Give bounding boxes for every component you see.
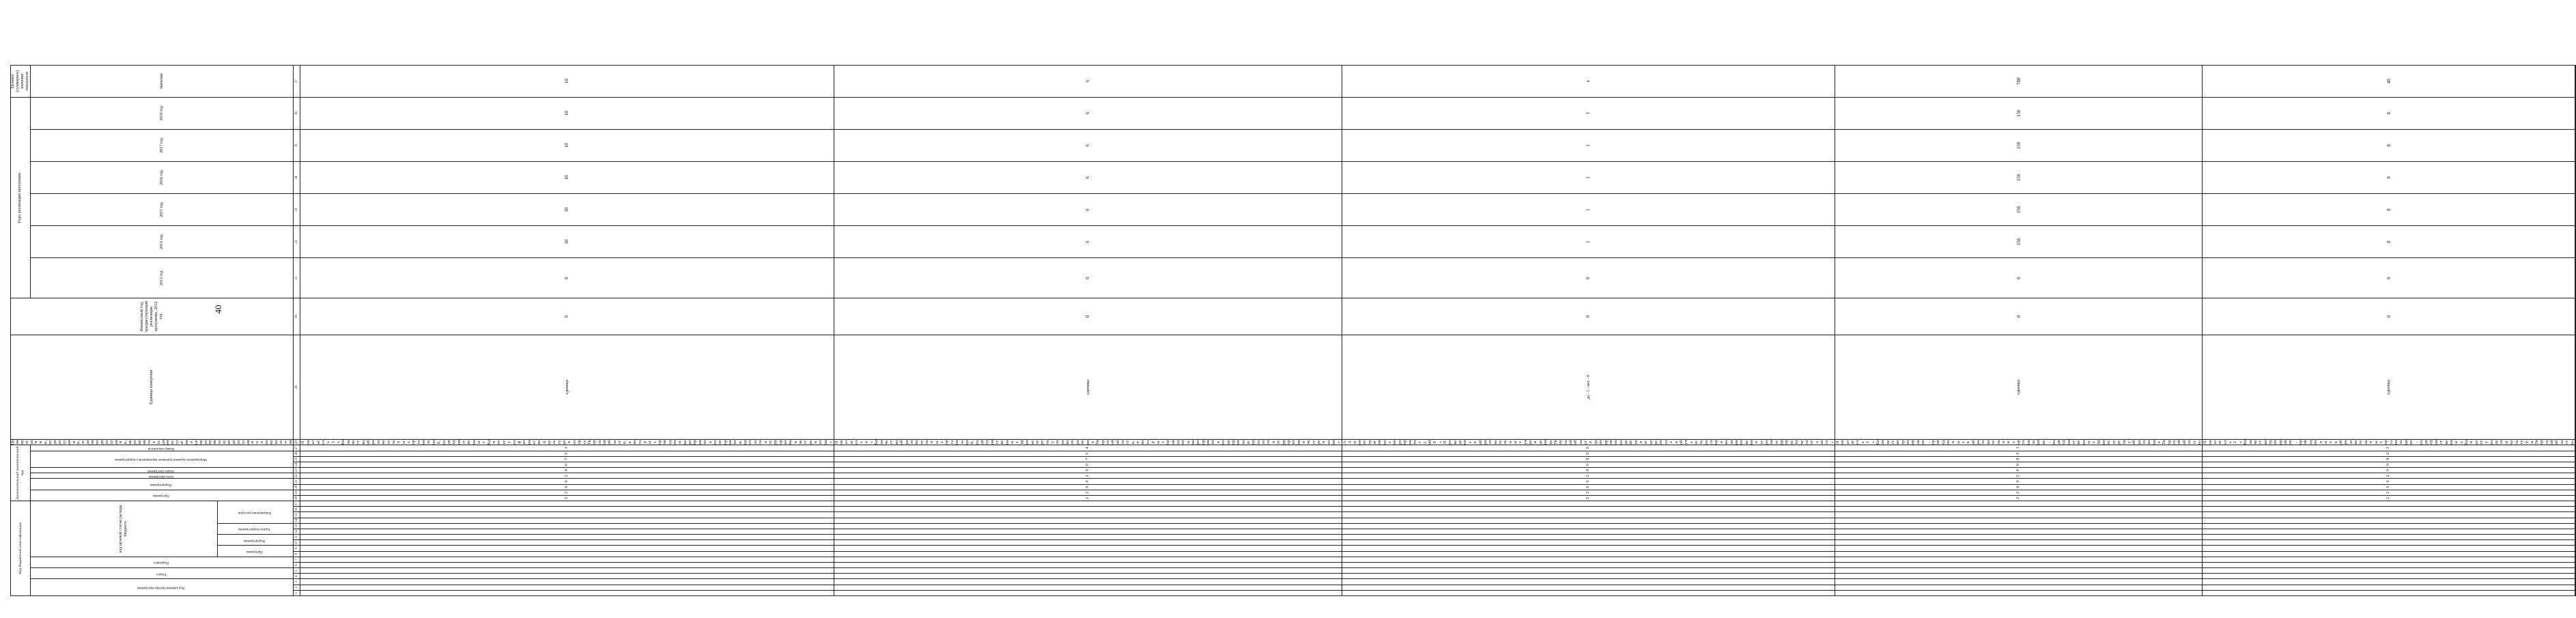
header-year-2016: 2016 год xyxy=(30,161,294,193)
code-digit: 7 xyxy=(300,456,834,462)
header-an-cel: Цель программы xyxy=(30,473,294,479)
year-value: 6 xyxy=(834,226,1342,258)
code-digit: 8 xyxy=(1342,456,1835,462)
year-value: 1 xyxy=(1342,226,1835,258)
header-indicator-name: Цели программы, подпрограммы, задачи подпрограммы, мероприятия (административные мероприятия) подпрограммы и их показатели xyxy=(11,440,293,445)
year-value: 0 xyxy=(1342,258,1835,298)
code-digit: 0 xyxy=(834,462,1342,467)
year-value: 6 xyxy=(834,97,1342,129)
indicator-name: Показатель 1 «Количество тренировок, проведенных в образовательных организациях, подведомственных Министерству образования Тверской области» xyxy=(1835,440,2202,445)
final-value: 6 xyxy=(834,65,1342,97)
indicator-name: Показатель 2 «Количество тренировок, проведенных в образовательных организациях, подведомственных Комитету по делам культуры Тверской области» xyxy=(2203,440,2575,445)
column-number: 4 xyxy=(294,574,300,579)
header-year-2013: 2013 год xyxy=(30,258,294,298)
code-digit: 6 xyxy=(1835,484,2203,490)
column-number: 18 xyxy=(294,495,300,501)
year-value: 156 xyxy=(1835,161,2203,193)
header-unit: Единица измерения xyxy=(11,335,294,439)
column-number: 2 xyxy=(294,585,300,590)
header-napravlenie: Направление расходов xyxy=(217,501,294,524)
year-value: 8 xyxy=(2203,161,2575,193)
column-number: 32 xyxy=(294,226,300,258)
code-digit: 0 xyxy=(1835,468,2203,473)
code-digit: 0 xyxy=(2203,462,2575,467)
code-digit: 2 xyxy=(834,490,1342,495)
code-digit: 0 xyxy=(300,479,834,484)
year-value: 8 xyxy=(2203,226,2575,258)
column-number: 17 xyxy=(294,501,300,507)
year-value: 1 xyxy=(1342,161,1835,193)
indicator-name: Показатель 4 «Количество образовательных организаций, подведомственных Министерству здравоохранения Тверской области, в которых проведены мероприятия по неприятию идеологии терроризма и экстремизма» xyxy=(834,440,1342,445)
header-target-article: код целевой статьи расхода бюджета xyxy=(30,501,217,557)
code-digit: 0 xyxy=(1835,462,2203,467)
code-digit: 0 xyxy=(1342,462,1835,467)
header-an-programma: Программа xyxy=(30,490,294,501)
column-number: 13 xyxy=(294,523,300,529)
indicator-unit: да - 1 / нет - 0 xyxy=(1342,335,1835,439)
column-number: 27 xyxy=(294,445,300,451)
base-year-value: 0 xyxy=(1835,298,2203,335)
code-digit: 2 xyxy=(2203,473,2575,479)
column-number: 31 xyxy=(294,258,300,298)
column-number: 20 xyxy=(294,484,300,490)
header-budget-classification: Код бюджетной классификации xyxy=(11,501,31,596)
column-number: 29 xyxy=(294,335,300,439)
code-digit: 8 xyxy=(2203,456,2575,462)
code-digit: 0 xyxy=(834,479,1342,484)
column-number: 11 xyxy=(294,535,300,540)
column-number: 7 xyxy=(294,557,300,562)
column-number: 12 xyxy=(294,529,300,534)
code-digit: 0 xyxy=(834,451,1342,456)
code-digit: 2 xyxy=(1835,490,2203,495)
code-digit: 0 xyxy=(1835,479,2203,484)
indicator-unit: единица xyxy=(300,335,834,439)
column-number: 19 xyxy=(294,490,300,495)
code-digit: 0 xyxy=(1342,468,1835,473)
code-digit: 2 xyxy=(300,495,834,501)
code-digit: 6 xyxy=(300,484,834,490)
header-year-2017: 2017 год xyxy=(30,129,294,161)
header-an-nomer: Номер показателя xyxy=(30,445,294,451)
indicator-name: Показатель 3 «Количество образовательных организаций, подведомственных Комитету по физической культуре и спорту Тверской области, в которых проведены мероприятия по неприятию идеологии терроризма и экстремизма» xyxy=(300,440,834,445)
indicator-unit: единица xyxy=(2203,335,2575,439)
code-digit: 8 xyxy=(1835,456,2203,462)
column-number: 30 xyxy=(294,298,300,335)
base-year-value: 0 xyxy=(1342,298,1835,335)
code-digit: 0 xyxy=(1342,479,1835,484)
table-row xyxy=(1835,23,2203,596)
year-value: 10 xyxy=(300,97,834,129)
table-row xyxy=(1342,23,1835,596)
column-number: 33 xyxy=(294,194,300,226)
header-an-meropriyatie: Мероприятие (административное мероприятие) подпрограммы xyxy=(30,451,294,468)
code-digit: 6 xyxy=(1342,484,1835,490)
column-number: 21 xyxy=(294,479,300,484)
column-number: 36 xyxy=(294,97,300,129)
column-number: 35 xyxy=(294,129,300,161)
code-digit: 0 xyxy=(1342,445,1835,451)
header-podrazdel: Подраздел xyxy=(30,557,294,567)
base-year-value: 0 xyxy=(300,298,834,335)
code-digit: 2 xyxy=(1342,473,1835,479)
table-row xyxy=(300,23,834,596)
column-number: 23 xyxy=(294,468,300,473)
column-number: 28 xyxy=(294,440,300,445)
year-value: 6 xyxy=(834,129,1342,161)
year-value: 0 xyxy=(834,258,1342,298)
year-value: 1 xyxy=(1342,194,1835,226)
code-digit: 0 xyxy=(834,468,1342,473)
code-digit: 0 xyxy=(1342,451,1835,456)
page-number: 40 xyxy=(213,305,223,314)
column-number: 16 xyxy=(294,507,300,512)
header-an-zadacha: Задача программы xyxy=(30,468,294,473)
code-digit: 0 xyxy=(2203,451,2575,456)
year-value: 10 xyxy=(300,129,834,161)
year-value: 1 xyxy=(1342,129,1835,161)
final-value: 780 xyxy=(1835,65,2203,97)
code-digit: 0 xyxy=(300,451,834,456)
year-value: 1 xyxy=(1342,97,1835,129)
year-value: 0 xyxy=(1835,258,2203,298)
table-row xyxy=(2203,23,2575,596)
code-digit: 2 xyxy=(300,473,834,479)
code-digit: 2 xyxy=(1342,495,1835,501)
code-digit: 0 xyxy=(2203,479,2575,484)
header-razdel: Раздел xyxy=(30,568,294,579)
code-digit: 6 xyxy=(834,484,1342,490)
year-value: 6 xyxy=(834,161,1342,193)
column-number: 6 xyxy=(294,562,300,567)
year-value: 6 xyxy=(834,194,1342,226)
code-digit: 2 xyxy=(1342,490,1835,495)
column-number: 10 xyxy=(294,540,300,546)
document-sheet xyxy=(10,23,2575,596)
header-final-group: Целевое (суммарное) значение показателя xyxy=(11,65,31,97)
indicator-unit: единица xyxy=(834,335,1342,439)
code-digit: 6 xyxy=(2203,484,2575,490)
year-value: 10 xyxy=(300,226,834,258)
year-value: 156 xyxy=(1835,194,2203,226)
year-value: 8 xyxy=(2203,129,2575,161)
code-digit: 7 xyxy=(834,456,1342,462)
year-value: 156 xyxy=(1835,129,2203,161)
indicator-unit: единица xyxy=(1835,335,2203,439)
year-value: 0 xyxy=(2203,258,2575,298)
year-value: 10 xyxy=(300,194,834,226)
column-number: 37 xyxy=(294,65,300,97)
column-number: 3 xyxy=(294,579,300,585)
column-number: 34 xyxy=(294,161,300,193)
code-digit: 2 xyxy=(834,495,1342,501)
header-base-year: Финансовый год, предшествующий реализации программы, 2012 год xyxy=(11,298,294,335)
final-value: 10 xyxy=(300,65,834,97)
column-number: 9 xyxy=(294,546,300,551)
final-value: 40 xyxy=(2203,65,2575,97)
column-number: 15 xyxy=(294,512,300,518)
year-value: 0 xyxy=(300,258,834,298)
year-value: 10 xyxy=(300,161,834,193)
header-analytic-code: Дополнительный аналитический код xyxy=(11,445,31,501)
header-year-2014: 2014 год xyxy=(30,226,294,258)
column-number: 14 xyxy=(294,518,300,523)
code-digit: 2 xyxy=(2203,445,2575,451)
code-digit: 0 xyxy=(1835,451,2203,456)
year-value: 8 xyxy=(2203,194,2575,226)
header-years-group: Годы реализации программы xyxy=(11,97,31,298)
table-row xyxy=(834,23,1342,596)
indicator-name: Административное мероприятие 2.008 «Проведение в образовательных учреждениях Тверской области тренировок по действию персонала и обучающихся при возникновении угрозы террористического акта» xyxy=(1342,440,1835,445)
code-digit: 0 xyxy=(2203,468,2575,473)
year-value: 156 xyxy=(1835,97,2203,129)
code-digit: 0 xyxy=(300,462,834,467)
code-digit: 2 xyxy=(1835,495,2203,501)
header-final-value: Значение xyxy=(30,65,294,97)
code-digit: 2 xyxy=(834,473,1342,479)
program-indicator-table xyxy=(10,23,2576,596)
code-digit: 4 xyxy=(834,445,1342,451)
code-digit: 3 xyxy=(300,445,834,451)
header-an-podprogramma: Подпрограмма xyxy=(30,479,294,490)
year-value: 156 xyxy=(1835,226,2203,258)
header-podprogramma: Подпрограмма xyxy=(217,535,294,546)
header-admin-code: Код администратора программы xyxy=(30,579,294,596)
code-digit: 0 xyxy=(300,468,834,473)
year-value: 8 xyxy=(2203,97,2575,129)
column-number: 24 xyxy=(294,462,300,467)
column-number-row xyxy=(294,23,300,596)
base-year-value: 0 xyxy=(2203,298,2575,335)
header-year-2015: 2015 год xyxy=(30,194,294,226)
column-number: 22 xyxy=(294,473,300,479)
column-number: 26 xyxy=(294,451,300,456)
column-number: 8 xyxy=(294,551,300,557)
header-zadacha-podprogrammy: Задача подпрограммы xyxy=(217,523,294,534)
code-digit: 2 xyxy=(2203,490,2575,495)
header-programma: Программа xyxy=(217,546,294,557)
column-number: 1 xyxy=(294,590,300,595)
header-row-groups xyxy=(11,23,31,596)
column-number: 25 xyxy=(294,456,300,462)
final-value: х xyxy=(1342,65,1835,97)
code-digit: 1 xyxy=(1835,445,2203,451)
code-digit: 2 xyxy=(1835,473,2203,479)
code-digit: 2 xyxy=(2203,495,2575,501)
column-number: 5 xyxy=(294,568,300,574)
header-year-2018: 2018 год xyxy=(30,97,294,129)
code-digit: 2 xyxy=(300,490,834,495)
base-year-value: 0 xyxy=(834,298,1342,335)
